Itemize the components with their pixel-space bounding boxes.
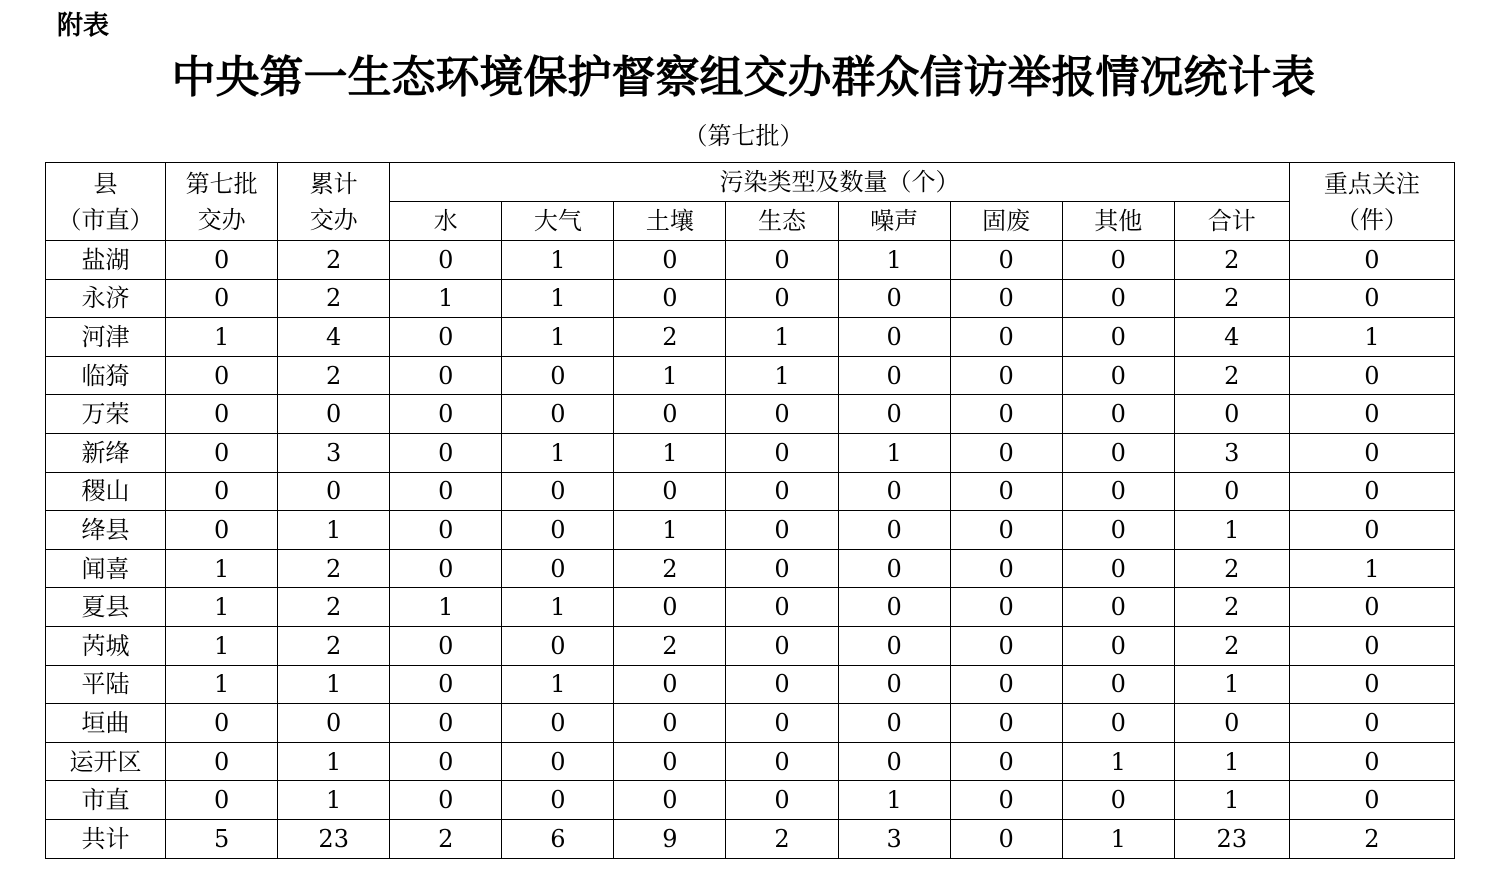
table-cell: 0 [950,279,1062,318]
row-county-name: 盐湖 [46,241,166,280]
table-cell: 2 [390,819,502,858]
table-cell: 0 [838,395,950,434]
table-cell: 0 [502,704,614,743]
table-cell: 1 [166,549,278,588]
table-cell: 5 [166,819,278,858]
table-row [46,665,1455,704]
table-cell: 2 [1174,588,1289,627]
table-cell: 1 [838,433,950,472]
row-county-name: 共计 [46,819,166,858]
row-county-name: 河津 [46,318,166,357]
table-cell: 0 [838,588,950,627]
table-cell: 3 [838,819,950,858]
table-cell: 2 [278,588,390,627]
table-cell: 0 [278,704,390,743]
table-cell: 2 [278,549,390,588]
table-cell: 1 [1174,665,1289,704]
table-cell: 0 [950,433,1062,472]
table-cell: 0 [1062,279,1174,318]
table-cell: 0 [1289,588,1454,627]
statistics-table [45,162,1455,859]
table-cell: 0 [614,781,726,820]
table-body [46,241,1455,859]
table-cell: 2 [726,819,838,858]
table-row [46,549,1455,588]
table-cell: 0 [166,433,278,472]
table-cell: 0 [838,318,950,357]
table-cell: 0 [502,549,614,588]
table-cell: 0 [614,665,726,704]
table-row [46,819,1455,858]
table-cell: 0 [838,549,950,588]
header-cumulative-assigned: 累计 交办 [278,163,390,241]
table-cell: 1 [278,781,390,820]
row-county-name: 闻喜 [46,549,166,588]
table-cell: 0 [726,395,838,434]
table-cell: 0 [726,549,838,588]
table-cell: 0 [1062,704,1174,743]
header-noise: 噪声 [838,202,950,241]
table-cell: 0 [1289,626,1454,665]
table-cell: 0 [950,704,1062,743]
table-cell: 2 [1174,279,1289,318]
table-cell: 0 [950,626,1062,665]
table-cell: 2 [1174,626,1289,665]
table-cell: 1 [390,588,502,627]
table-cell: 1 [1062,819,1174,858]
table-cell: 0 [1062,356,1174,395]
row-county-name: 芮城 [46,626,166,665]
table-cell: 0 [1062,433,1174,472]
table-header-row [46,163,1455,202]
table-cell: 0 [390,626,502,665]
table-cell: 0 [502,511,614,550]
table-cell: 0 [1062,781,1174,820]
table-cell: 0 [390,433,502,472]
table-cell: 0 [950,241,1062,280]
table-cell: 0 [950,665,1062,704]
table-cell: 1 [502,588,614,627]
table-cell: 23 [1174,819,1289,858]
table-cell: 1 [1289,549,1454,588]
table-cell: 0 [1289,433,1454,472]
table-cell: 0 [950,742,1062,781]
row-county-name: 市直 [46,781,166,820]
table-cell: 0 [166,279,278,318]
row-county-name: 万荣 [46,395,166,434]
table-row [46,318,1455,357]
table-cell: 0 [166,356,278,395]
table-cell: 3 [1174,433,1289,472]
table-cell: 1 [502,665,614,704]
table-cell: 0 [614,704,726,743]
table-cell: 0 [1289,356,1454,395]
table-cell: 0 [390,704,502,743]
table-cell: 0 [1289,704,1454,743]
table-cell: 0 [502,356,614,395]
table-cell: 2 [1174,549,1289,588]
row-county-name: 临猗 [46,356,166,395]
table-cell: 0 [726,472,838,511]
table-cell: 4 [278,318,390,357]
table-cell: 0 [726,626,838,665]
table-cell: 0 [1062,472,1174,511]
header-air: 大气 [502,202,614,241]
attachment-label: 附表 [57,11,110,41]
table-cell: 0 [726,511,838,550]
table-row [46,511,1455,550]
table-cell: 0 [502,395,614,434]
table-cell: 0 [390,356,502,395]
table-cell: 1 [838,781,950,820]
table-cell: 0 [502,472,614,511]
table-cell: 0 [838,665,950,704]
table-cell: 0 [166,742,278,781]
table-cell: 0 [390,318,502,357]
table-cell: 0 [1174,395,1289,434]
table-cell: 0 [1174,704,1289,743]
table-row [46,356,1455,395]
row-county-name: 平陆 [46,665,166,704]
table-cell: 1 [390,279,502,318]
table-cell: 0 [390,665,502,704]
table-row [46,704,1455,743]
table-cell: 0 [1289,241,1454,280]
header-batch-assigned: 第七批 交办 [166,163,278,241]
table-cell: 1 [166,588,278,627]
table-cell: 1 [1062,742,1174,781]
table-cell: 0 [1062,511,1174,550]
table-cell: 9 [614,819,726,858]
row-county-name: 垣曲 [46,704,166,743]
table-cell: 23 [278,819,390,858]
table-cell: 0 [1062,241,1174,280]
table-cell: 0 [950,781,1062,820]
header-solid-waste: 固废 [950,202,1062,241]
table-cell: 0 [838,472,950,511]
table-cell: 0 [950,588,1062,627]
table-cell: 0 [614,472,726,511]
table-cell: 1 [1174,781,1289,820]
table-cell: 0 [166,511,278,550]
row-county-name: 新绛 [46,433,166,472]
table-cell: 0 [278,395,390,434]
table-cell: 0 [726,588,838,627]
table-row [46,472,1455,511]
table-cell: 1 [278,511,390,550]
table-cell: 2 [278,626,390,665]
header-soil: 土壤 [614,202,726,241]
table-cell: 2 [1289,819,1454,858]
table-cell: 0 [1062,549,1174,588]
table-cell: 0 [726,704,838,743]
table-cell: 0 [390,742,502,781]
row-county-name: 运开区 [46,742,166,781]
table-cell: 0 [614,395,726,434]
table-cell: 0 [1062,318,1174,357]
table-cell: 0 [502,742,614,781]
table-cell: 2 [1174,241,1289,280]
table-cell: 1 [502,241,614,280]
header-water: 水 [390,202,502,241]
row-county-name: 永济 [46,279,166,318]
table-row [46,279,1455,318]
table-cell: 0 [614,241,726,280]
table-cell: 0 [614,742,726,781]
batch-subtitle: （第七批） [683,122,804,150]
table-cell: 0 [390,549,502,588]
header-subtotal: 合计 [1174,202,1289,241]
table-cell: 1 [1289,318,1454,357]
table-cell: 0 [390,472,502,511]
header-county: 县 （市直） [46,163,166,241]
table-cell: 0 [838,511,950,550]
row-county-name: 绛县 [46,511,166,550]
table-cell: 0 [726,241,838,280]
table-cell: 0 [726,742,838,781]
table-cell: 0 [1174,472,1289,511]
table-cell: 1 [1174,511,1289,550]
page-title: 中央第一生态环境保护督察组交办群众信访举报情况统计表 [171,52,1316,103]
table-cell: 0 [950,395,1062,434]
table-cell: 0 [390,241,502,280]
table-cell: 0 [950,819,1062,858]
table-cell: 0 [166,781,278,820]
table-cell: 0 [1062,395,1174,434]
table-cell: 0 [1062,626,1174,665]
table-cell: 0 [614,279,726,318]
table-cell: 2 [614,549,726,588]
header-other: 其他 [1062,202,1174,241]
table-cell: 0 [1289,511,1454,550]
table-cell: 0 [726,433,838,472]
table-cell: 0 [838,626,950,665]
table-cell: 2 [614,626,726,665]
table-row [46,742,1455,781]
table-cell: 0 [390,395,502,434]
table-cell: 2 [278,356,390,395]
table-cell: 0 [1289,395,1454,434]
table-row [46,781,1455,820]
table-cell: 0 [950,549,1062,588]
table-cell: 1 [1174,742,1289,781]
table-cell: 0 [838,279,950,318]
table-cell: 0 [390,511,502,550]
table-cell: 1 [502,318,614,357]
table-row [46,626,1455,665]
table-cell: 0 [950,318,1062,357]
table-cell: 0 [838,704,950,743]
table-row [46,395,1455,434]
table-cell: 0 [278,472,390,511]
table-cell: 0 [166,395,278,434]
table-cell: 0 [1062,588,1174,627]
header-pollution-group: 污染类型及数量（个） [390,163,1290,202]
table-cell: 0 [1289,279,1454,318]
header-focus: 重点关注 （件） [1289,163,1454,241]
table-cell: 0 [1062,665,1174,704]
table-row [46,241,1455,280]
table-row [46,433,1455,472]
table-row [46,588,1455,627]
table-cell: 0 [838,356,950,395]
table-cell: 0 [166,472,278,511]
row-county-name: 稷山 [46,472,166,511]
table-cell: 0 [1289,472,1454,511]
table-cell: 2 [614,318,726,357]
table-cell: 0 [950,472,1062,511]
table-cell: 0 [166,704,278,743]
table-cell: 0 [166,241,278,280]
table-cell: 0 [1289,742,1454,781]
table-cell: 3 [278,433,390,472]
table-cell: 2 [278,279,390,318]
table-cell: 0 [726,781,838,820]
table-cell: 1 [726,318,838,357]
table-cell: 1 [502,433,614,472]
table-cell: 1 [166,318,278,357]
table-cell: 6 [502,819,614,858]
table-cell: 0 [950,356,1062,395]
table-cell: 1 [166,665,278,704]
table-cell: 0 [950,511,1062,550]
table-cell: 4 [1174,318,1289,357]
table-cell: 1 [278,665,390,704]
table-cell: 0 [1289,665,1454,704]
table-cell: 0 [502,626,614,665]
table-cell: 0 [390,781,502,820]
table-cell: 0 [502,781,614,820]
table-cell: 0 [1289,781,1454,820]
table-cell: 1 [278,742,390,781]
table-cell: 1 [502,279,614,318]
table-cell: 1 [614,433,726,472]
row-county-name: 夏县 [46,588,166,627]
table-cell: 1 [838,241,950,280]
table-cell: 2 [1174,356,1289,395]
table-cell: 0 [726,279,838,318]
table-cell: 1 [614,356,726,395]
table-cell: 2 [278,241,390,280]
header-ecology: 生态 [726,202,838,241]
table-cell: 1 [614,511,726,550]
table-cell: 0 [614,588,726,627]
table-cell: 1 [166,626,278,665]
table-cell: 0 [726,665,838,704]
table-cell: 1 [726,356,838,395]
table-cell: 0 [838,742,950,781]
